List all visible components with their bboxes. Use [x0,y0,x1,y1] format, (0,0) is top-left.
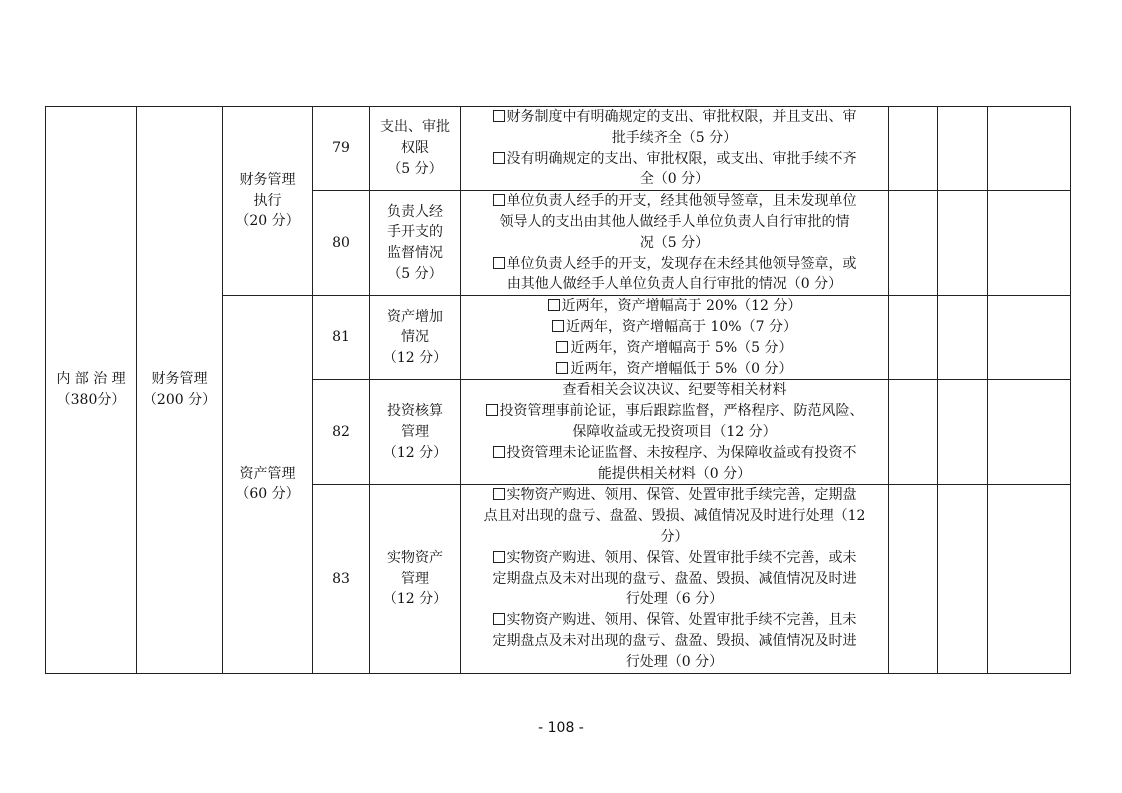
item-label [370,107,461,191]
criterion-text [461,380,888,401]
item-label-line: （5 分） [387,265,443,282]
criterion-label: 财务制度中有明确规定的支出、审批权限，并且支出、审 [506,109,857,125]
item-label [370,485,461,673]
item-number: 82 [313,380,370,485]
score-cell [938,485,988,673]
group-line: 财务管理 [239,171,296,188]
criterion-label: 点且对出现的盘亏、盘盈、毁损、减值情况及时进行处理（12 [483,508,866,525]
criterion-label: 投资管理事前论证，事后跟踪监督，严格程序、防范风险、 [499,403,864,420]
criterion-text [461,506,888,527]
item-number: 80 [313,191,370,296]
checkbox-icon [548,299,560,311]
item-label-line: 管理 [401,423,429,440]
group-cell [223,296,313,673]
group-cell [223,107,313,296]
criterion-option [461,107,888,128]
criterion-option [461,359,888,380]
item-label-line: 监督情况 [387,245,443,262]
criterion-option [461,443,888,464]
score-cell [889,380,938,485]
criterion-label: 实物资产购进、领用、保管、处置审批手续不完善，且未 [506,612,857,629]
criterion-label: 全（0 分） [639,171,710,188]
criterion-label: 单位负责人经手的开支，发现存在未经其他领导签章，或 [506,255,857,272]
criterion-label: 查看相关会议决议、纪要等相关材料 [562,382,787,399]
criteria-cell [461,380,889,485]
item-number: 83 [313,485,370,673]
criterion-label: 没有明确规定的支出、审批权限，或支出、审批手续不齐 [506,150,857,167]
criterion-label: 定期盘点及未对出现的盘亏、盘盈、毁损、减值情况及时进 [492,632,857,649]
criteria-cell [461,191,889,296]
item-label-line: 情况 [401,329,429,346]
item-label-line: 实物资产 [387,549,443,566]
criterion-label: 近两年，资产增幅高于 20%（12 分） [561,298,802,315]
checkbox-icon [486,404,498,416]
criterion-option [461,296,888,317]
criterion-label: 投资管理未论证监督、未按程序、为保障收益或有投资不 [506,444,857,461]
checkbox-icon [556,362,568,374]
criterion-text [461,589,888,610]
criterion-label: 能提供相关材料（0 分） [597,465,752,482]
subcategory-score: （200 分） [142,391,217,408]
criterion-text [461,652,888,673]
criterion-text [461,631,888,652]
criterion-label: 近两年，资产增幅高于 5%（5 分） [570,339,793,356]
criteria-cell [461,485,889,673]
criterion-label: 实物资产购进、领用、保管、处置审批手续不完善，或未 [506,549,857,566]
criterion-option [461,610,888,631]
item-label-line: 投资核算 [387,403,443,420]
criterion-option [461,401,888,422]
score-cell [988,107,1071,191]
item-label-line: 负责人经 [387,203,443,220]
item-label-line: 手开支的 [387,224,443,241]
score-cell [938,107,988,191]
criterion-text [461,464,888,485]
score-cell [938,296,988,380]
score-cell [988,485,1071,673]
item-label [370,191,461,296]
score-cell [889,485,938,673]
checkbox-icon [493,446,505,458]
criterion-label: 况（5 分） [639,234,710,251]
criterion-label: 由其他人做经手人单位负责人自行审批的情况（0 分） [506,276,843,293]
criterion-label: 批手续齐全（5 分） [611,129,738,146]
criterion-option [461,548,888,569]
checkbox-icon [552,320,564,332]
criterion-text [461,169,888,190]
checkbox-icon [493,488,505,500]
group-line: 资产管理 [239,465,296,482]
category-score: （380分） [56,391,126,408]
criterion-option [461,338,888,359]
item-number: 79 [313,107,370,191]
item-label-line: 管理 [401,570,429,587]
item-label-line: 权限 [401,140,429,157]
group-line: （20 分） [235,213,300,230]
item-label [370,296,461,380]
item-number: 81 [313,296,370,380]
criterion-label: 定期盘点及未对出现的盘亏、盘盈、毁损、减值情况及时进 [492,570,857,587]
criterion-option [461,317,888,338]
item-label-line: （5 分） [387,160,443,177]
criterion-text [461,233,888,254]
score-cell [938,191,988,296]
subcategory-cell [137,107,223,674]
criterion-label: 近两年，资产增幅低于 5%（0 分） [570,360,793,377]
criterion-label: 保障收益或无投资项目（12 分） [572,423,777,440]
item-label-line: 支出、审批 [380,119,450,136]
score-cell [889,107,938,191]
score-cell [988,191,1071,296]
criterion-text [461,569,888,590]
evaluation-table [45,106,1071,674]
criterion-option [461,485,888,506]
score-cell [889,191,938,296]
checkbox-icon [493,613,505,625]
criterion-label: 领导人的支出由其他人做经手人单位负责人自行审批的情 [499,213,850,230]
item-label-line: （12 分） [382,444,448,461]
table-row [46,107,1071,191]
item-label [370,380,461,485]
checkbox-icon [493,551,505,563]
criterion-option [461,254,888,275]
criterion-label: 行处理（6 分） [625,591,724,608]
group-line: 执行 [253,192,282,209]
criteria-cell [461,107,889,191]
criterion-text [461,128,888,149]
checkbox-icon [493,110,505,122]
checkbox-icon [493,257,505,269]
criterion-option [461,149,888,170]
criterion-label: 近两年，资产增幅高于 10%（7 分） [566,318,797,335]
category-cell [46,107,137,674]
checkbox-icon [493,152,505,164]
criterion-text [461,422,888,443]
criterion-text [461,212,888,233]
score-cell [889,296,938,380]
score-cell [988,296,1071,380]
checkbox-icon [493,194,505,206]
score-cell [988,380,1071,485]
criteria-cell [461,296,889,380]
criterion-option [461,191,888,212]
criterion-text [461,527,888,548]
category-name: 内 部 治 理 [56,370,126,387]
criterion-label: 分） [660,528,689,545]
criterion-text [461,274,888,295]
checkbox-icon [556,341,568,353]
group-line: （60 分） [235,486,300,503]
criterion-label: 行处理（0 分） [625,653,724,670]
score-cell [938,380,988,485]
item-label-line: 资产增加 [387,308,443,325]
subcategory-name: 财务管理 [151,370,208,387]
item-label-line: （12 分） [382,591,448,608]
criterion-label: 单位负责人经手的开支，经其他领导签章，且未发现单位 [506,193,857,210]
item-label-line: （12 分） [382,350,448,367]
page-number: - 108 - [538,720,584,736]
criterion-label: 实物资产购进、领用、保管、处置审批手续完善，定期盘 [506,487,857,504]
